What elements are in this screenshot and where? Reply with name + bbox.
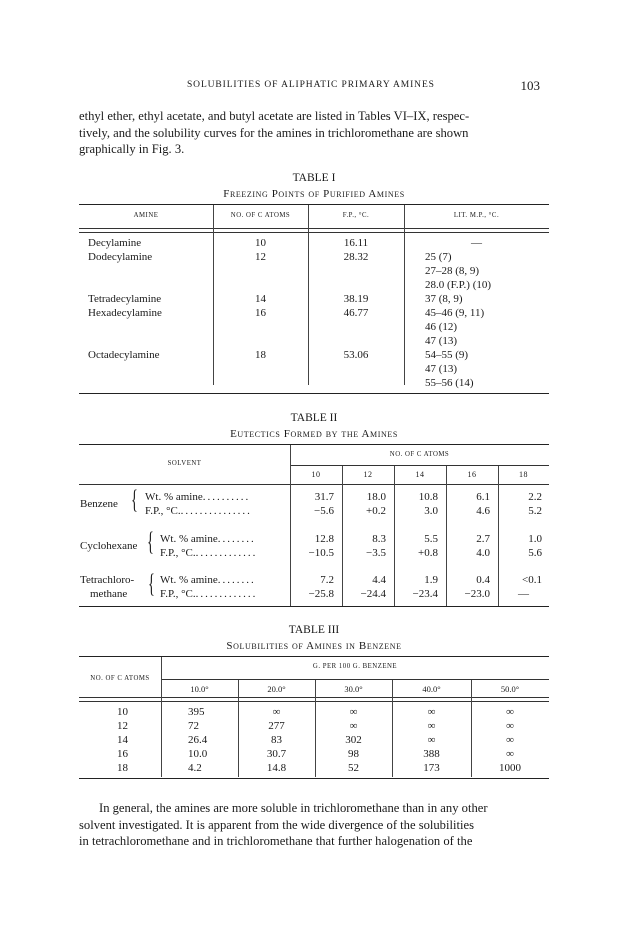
table-cell: −24.4 — [360, 588, 386, 600]
table-cell: 14 — [255, 293, 266, 305]
table-rule — [79, 701, 549, 702]
table-cell: 7.2 — [320, 574, 334, 586]
table-cell: 30.7 — [266, 748, 287, 760]
table-cell: 55–56 (14) — [425, 377, 474, 389]
table-rule — [79, 606, 549, 607]
table-cell: 1.9 — [424, 574, 438, 586]
table-cell: — — [518, 588, 529, 600]
running-title: SOLUBILITIES OF ALIPHATIC PRIMARY AMINES — [187, 80, 435, 90]
table-cell: 28.32 — [343, 251, 369, 263]
table-cell: 83 — [271, 734, 282, 746]
column-group-header: G. PER 100 G. BENZENE — [312, 663, 398, 670]
table-cell: ∞ — [506, 748, 514, 760]
table-rule — [79, 484, 549, 485]
table-cell: Octadecylamine — [88, 349, 160, 361]
table-cell: 8.3 — [372, 533, 386, 545]
table-cell: 45–46 (9, 11) — [425, 307, 485, 319]
measure-label: Wt. % amine........ — [160, 574, 256, 586]
table-cell: 16.11 — [343, 237, 369, 249]
table-cell: 1.0 — [528, 533, 542, 545]
table-rule — [79, 778, 549, 779]
column-divider — [161, 657, 162, 777]
table-cell: 14 — [117, 734, 128, 746]
table-cell: 5.2 — [528, 505, 542, 517]
table-cell: 28.0 (F.P.) (10) — [425, 279, 492, 291]
table-cell: 98 — [348, 748, 359, 760]
column-header: F.P., °C. — [342, 212, 370, 219]
table-rule — [79, 228, 549, 229]
table-cell: 27–28 (8, 9) — [425, 265, 480, 277]
table-cell: ∞ — [272, 706, 281, 718]
column-header: 12 — [363, 470, 373, 479]
column-header: LIT. M.P., °C. — [453, 212, 500, 219]
table-rule — [79, 444, 549, 445]
text-line: in tetrachloromethane and in trichloromethane that further halogenation of the — [79, 834, 473, 849]
column-divider — [404, 205, 405, 385]
table-cell: 26.4 — [188, 734, 208, 746]
solvent-label: Tetrachloro- — [80, 574, 135, 586]
table-cell: 0.4 — [476, 574, 490, 586]
table-rule — [79, 204, 549, 205]
intro-paragraph — [79, 108, 549, 158]
page-header — [95, 78, 540, 94]
column-header: 10 — [311, 470, 321, 479]
text-line: graphically in Fig. 3. — [79, 142, 185, 157]
table-cell: −5.6 — [314, 505, 334, 517]
table-cell: 18 — [255, 349, 266, 361]
table1-number: TABLE I — [292, 172, 336, 184]
table-cell: −23.0 — [464, 588, 490, 600]
column-header: 10.0° — [190, 684, 209, 694]
table-cell: 46.77 — [343, 307, 369, 319]
table-cell: 10.8 — [418, 491, 438, 503]
table-cell: 395 — [188, 706, 205, 718]
table-rule — [79, 697, 549, 698]
table-cell: 72 — [188, 720, 199, 732]
table3-title: Solubilities of Amines in Benzene — [226, 640, 402, 652]
table-cell: 277 — [268, 720, 285, 732]
table-cell: Decylamine — [88, 237, 142, 249]
column-header: 16 — [467, 470, 477, 479]
table-rule — [79, 232, 549, 233]
text-line: ethyl ether, ethyl acetate, and butyl acetate are listed in Tables VI–IX, respec- — [79, 109, 470, 123]
table-cell: −25.8 — [308, 588, 334, 600]
table-cell: 18 — [117, 762, 128, 774]
table-cell: 4.0 — [476, 547, 490, 559]
table-cell: 54–55 (9) — [425, 349, 469, 361]
column-header: 50.0° — [500, 684, 520, 694]
table3-number: TABLE III — [288, 624, 340, 636]
column-header: 18 — [519, 470, 528, 479]
column-group-header: NO. OF C ATOMS — [389, 451, 450, 458]
table-cell: 52 — [348, 762, 359, 774]
table-cell: +0.8 — [418, 547, 438, 559]
table-cell: 31.7 — [314, 491, 334, 503]
table-cell: 18.0 — [366, 491, 386, 503]
table-cell: 38.19 — [343, 293, 369, 305]
table-cell: 46 (12) — [425, 321, 458, 333]
table-cell: ∞ — [506, 706, 514, 718]
brace-glyph: { — [131, 485, 138, 514]
table2-title: Eutectics Formed by the Amines — [230, 428, 398, 440]
table-cell: 10 — [255, 237, 266, 249]
table-cell: 10 — [117, 706, 128, 718]
table-cell: Dodecylamine — [88, 251, 153, 263]
table-rule — [290, 465, 549, 466]
text-line: tively, and the solubility curves for the amines in trichloromethane are shown — [79, 125, 469, 140]
column-header: NO. OF C ATOMS — [230, 212, 291, 219]
measure-label: F.P., °C.............. — [160, 588, 258, 600]
table2-number: TABLE II — [290, 412, 338, 424]
column-header: AMINE — [133, 212, 159, 219]
column-header: 40.0° — [422, 684, 441, 694]
table-cell: +0.2 — [366, 505, 386, 517]
table-cell: Tetradecylamine — [88, 293, 162, 305]
table-cell: ∞ — [349, 720, 358, 732]
table-cell: 37 (8, 9) — [425, 293, 463, 305]
table-cell: −23.4 — [412, 588, 438, 600]
table-cell: 53.06 — [343, 349, 369, 361]
table-cell: 12 — [255, 251, 266, 263]
table1-title: Freezing Points of Purified Amines — [223, 188, 405, 200]
table-rule — [79, 656, 549, 657]
table-cell: ∞ — [506, 734, 514, 746]
table-cell: 12.8 — [314, 533, 334, 545]
table-cell: 388 — [423, 748, 440, 760]
table-cell: 25 (7) — [425, 251, 452, 263]
table-cell: 3.0 — [424, 505, 438, 517]
table-cell: 173 — [423, 762, 440, 774]
table-cell: 2.7 — [476, 533, 490, 545]
table-cell: 16 — [117, 748, 128, 760]
table-cell: 2.2 — [528, 491, 542, 503]
table-cell: ∞ — [427, 720, 436, 732]
table-cell: 16 — [255, 307, 266, 319]
table-cell: 47 (13) — [425, 363, 458, 375]
column-header: SOLVENT — [167, 460, 202, 467]
text-line: In general, the amines are more soluble in trichloromethane than in any other — [99, 801, 488, 815]
table-cell: −10.5 — [308, 547, 334, 559]
measure-label: Wt. % amine........ — [160, 533, 256, 545]
measure-label: F.P., °C.............. — [160, 547, 258, 559]
solvent-label: methane — [90, 588, 128, 600]
column-header: 14 — [415, 470, 425, 479]
table-cell: 5.6 — [528, 547, 542, 559]
table-cell: — — [471, 237, 482, 249]
table-cell: 302 — [345, 734, 362, 746]
solvent-label: Benzene — [80, 498, 118, 510]
measure-label: Wt. % amine.......... — [145, 491, 251, 503]
table-cell: 6.1 — [476, 491, 490, 503]
table-cell: ∞ — [506, 720, 514, 732]
solvent-label: Cyclohexane — [80, 540, 138, 552]
table-cell: ∞ — [427, 734, 436, 746]
table-cell: 1000 — [499, 762, 521, 774]
table-cell: 4.2 — [188, 762, 202, 774]
table-cell: 10.0 — [188, 748, 208, 760]
column-header: 30.0° — [344, 684, 363, 694]
page-number: 103 — [520, 78, 540, 93]
column-header: NO. OF C ATOMS — [90, 675, 150, 682]
table-cell: ∞ — [427, 706, 436, 718]
table-cell: <0.1 — [522, 574, 542, 586]
text-line: solvent investigated. It is apparent from the wide divergence of the solubilities — [79, 817, 474, 832]
measure-label: F.P., °C................ — [145, 505, 252, 517]
table-cell: 47 (13) — [425, 335, 458, 347]
table-rule — [161, 679, 549, 680]
table-cell: 4.6 — [476, 505, 490, 517]
closing-paragraph — [79, 800, 549, 850]
table-cell: 14.8 — [266, 762, 287, 774]
brace-glyph: { — [147, 527, 154, 556]
column-header: 20.0° — [267, 684, 286, 694]
table-cell: −3.5 — [366, 547, 386, 559]
table-cell: 4.4 — [372, 574, 386, 586]
table-cell: ∞ — [349, 706, 358, 718]
table-rule — [79, 393, 549, 394]
table-cell: 12 — [117, 720, 128, 732]
brace-glyph: { — [148, 569, 155, 598]
table-cell: 5.5 — [424, 533, 438, 545]
table-cell: Hexadecylamine — [88, 307, 162, 319]
